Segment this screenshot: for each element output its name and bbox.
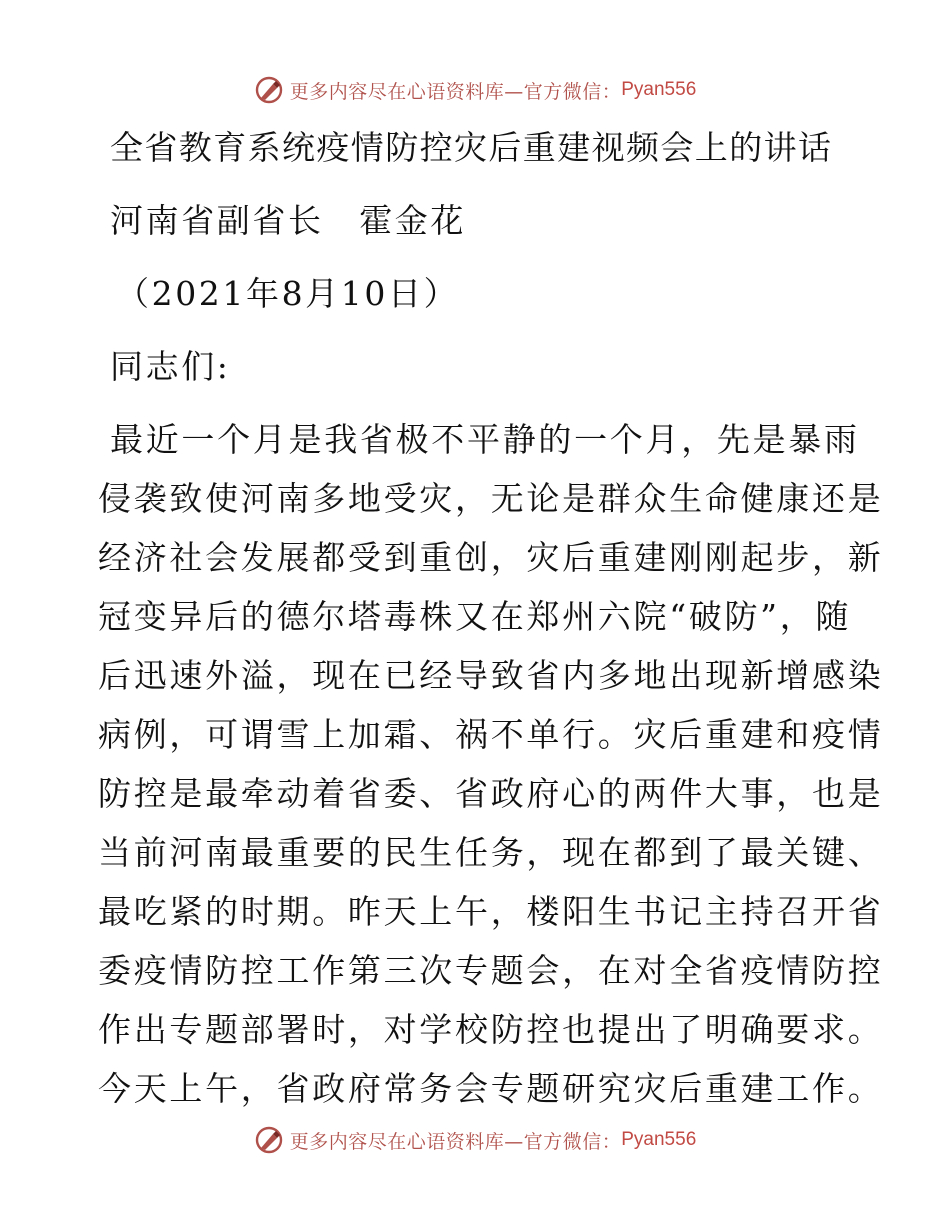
- paragraph-line: 经济社会发展都受到重创，灾后重建刚刚起步，新: [98, 538, 884, 577]
- paragraph-line: 当前河南最重要的民生任务，现在都到了最关键、: [98, 833, 884, 872]
- paragraph-line: 委疫情防控工作第三次专题会，在对全省疫情防控: [98, 951, 884, 990]
- watermark-text: 更多内容尽在心语资料库—官方微信：: [289, 1130, 622, 1153]
- pen-logo-icon: [254, 1125, 284, 1155]
- paragraph-line: 侵袭致使河南多地受灾，无论是群众生命健康还是: [98, 479, 884, 518]
- document-title: 全省教育系统疫情防控灾后重建视频会上的讲话: [110, 128, 833, 167]
- paragraph-line: 最吃紧的时期。昨天上午，楼阳生书记主持召开省: [98, 892, 884, 931]
- paragraph-line: 防控是最牵动着省委、省政府心的两件大事，也是: [98, 774, 884, 813]
- paragraph-line: 冠变异后的德尔塔毒株又在郑州六院“破防”，随: [98, 597, 852, 636]
- paragraph-line: 作出专题部署时，对学校防控也提出了明确要求。: [98, 1010, 884, 1049]
- watermark-header: [0, 70, 950, 110]
- document-author: 河南省副省长 霍金花: [110, 201, 466, 240]
- pen-logo-icon: [254, 75, 284, 105]
- paragraph-line: 病例，可谓雪上加霜、祸不单行。灾后重建和疫情: [98, 715, 884, 754]
- watermark-text: 更多内容尽在心语资料库—官方微信：: [289, 80, 622, 103]
- document-date: （2021年8月10日）: [116, 274, 460, 313]
- paragraph-line: 最近一个月是我省极不平静的一个月，先是暴雨: [110, 420, 860, 459]
- document-greeting: 同志们:: [110, 347, 231, 386]
- document-body: [98, 118, 884, 1118]
- paragraph-line: 后迅速外溢，现在已经导致省内多地出现新增感染: [98, 656, 884, 695]
- watermark-footer: [0, 1120, 950, 1160]
- watermark-handle: Pyan556: [621, 79, 697, 100]
- watermark-handle: Pyan556: [621, 1129, 697, 1150]
- paragraph-line: 今天上午，省政府常务会专题研究灾后重建工作。: [98, 1069, 884, 1108]
- document-paragraph: [98, 410, 884, 1118]
